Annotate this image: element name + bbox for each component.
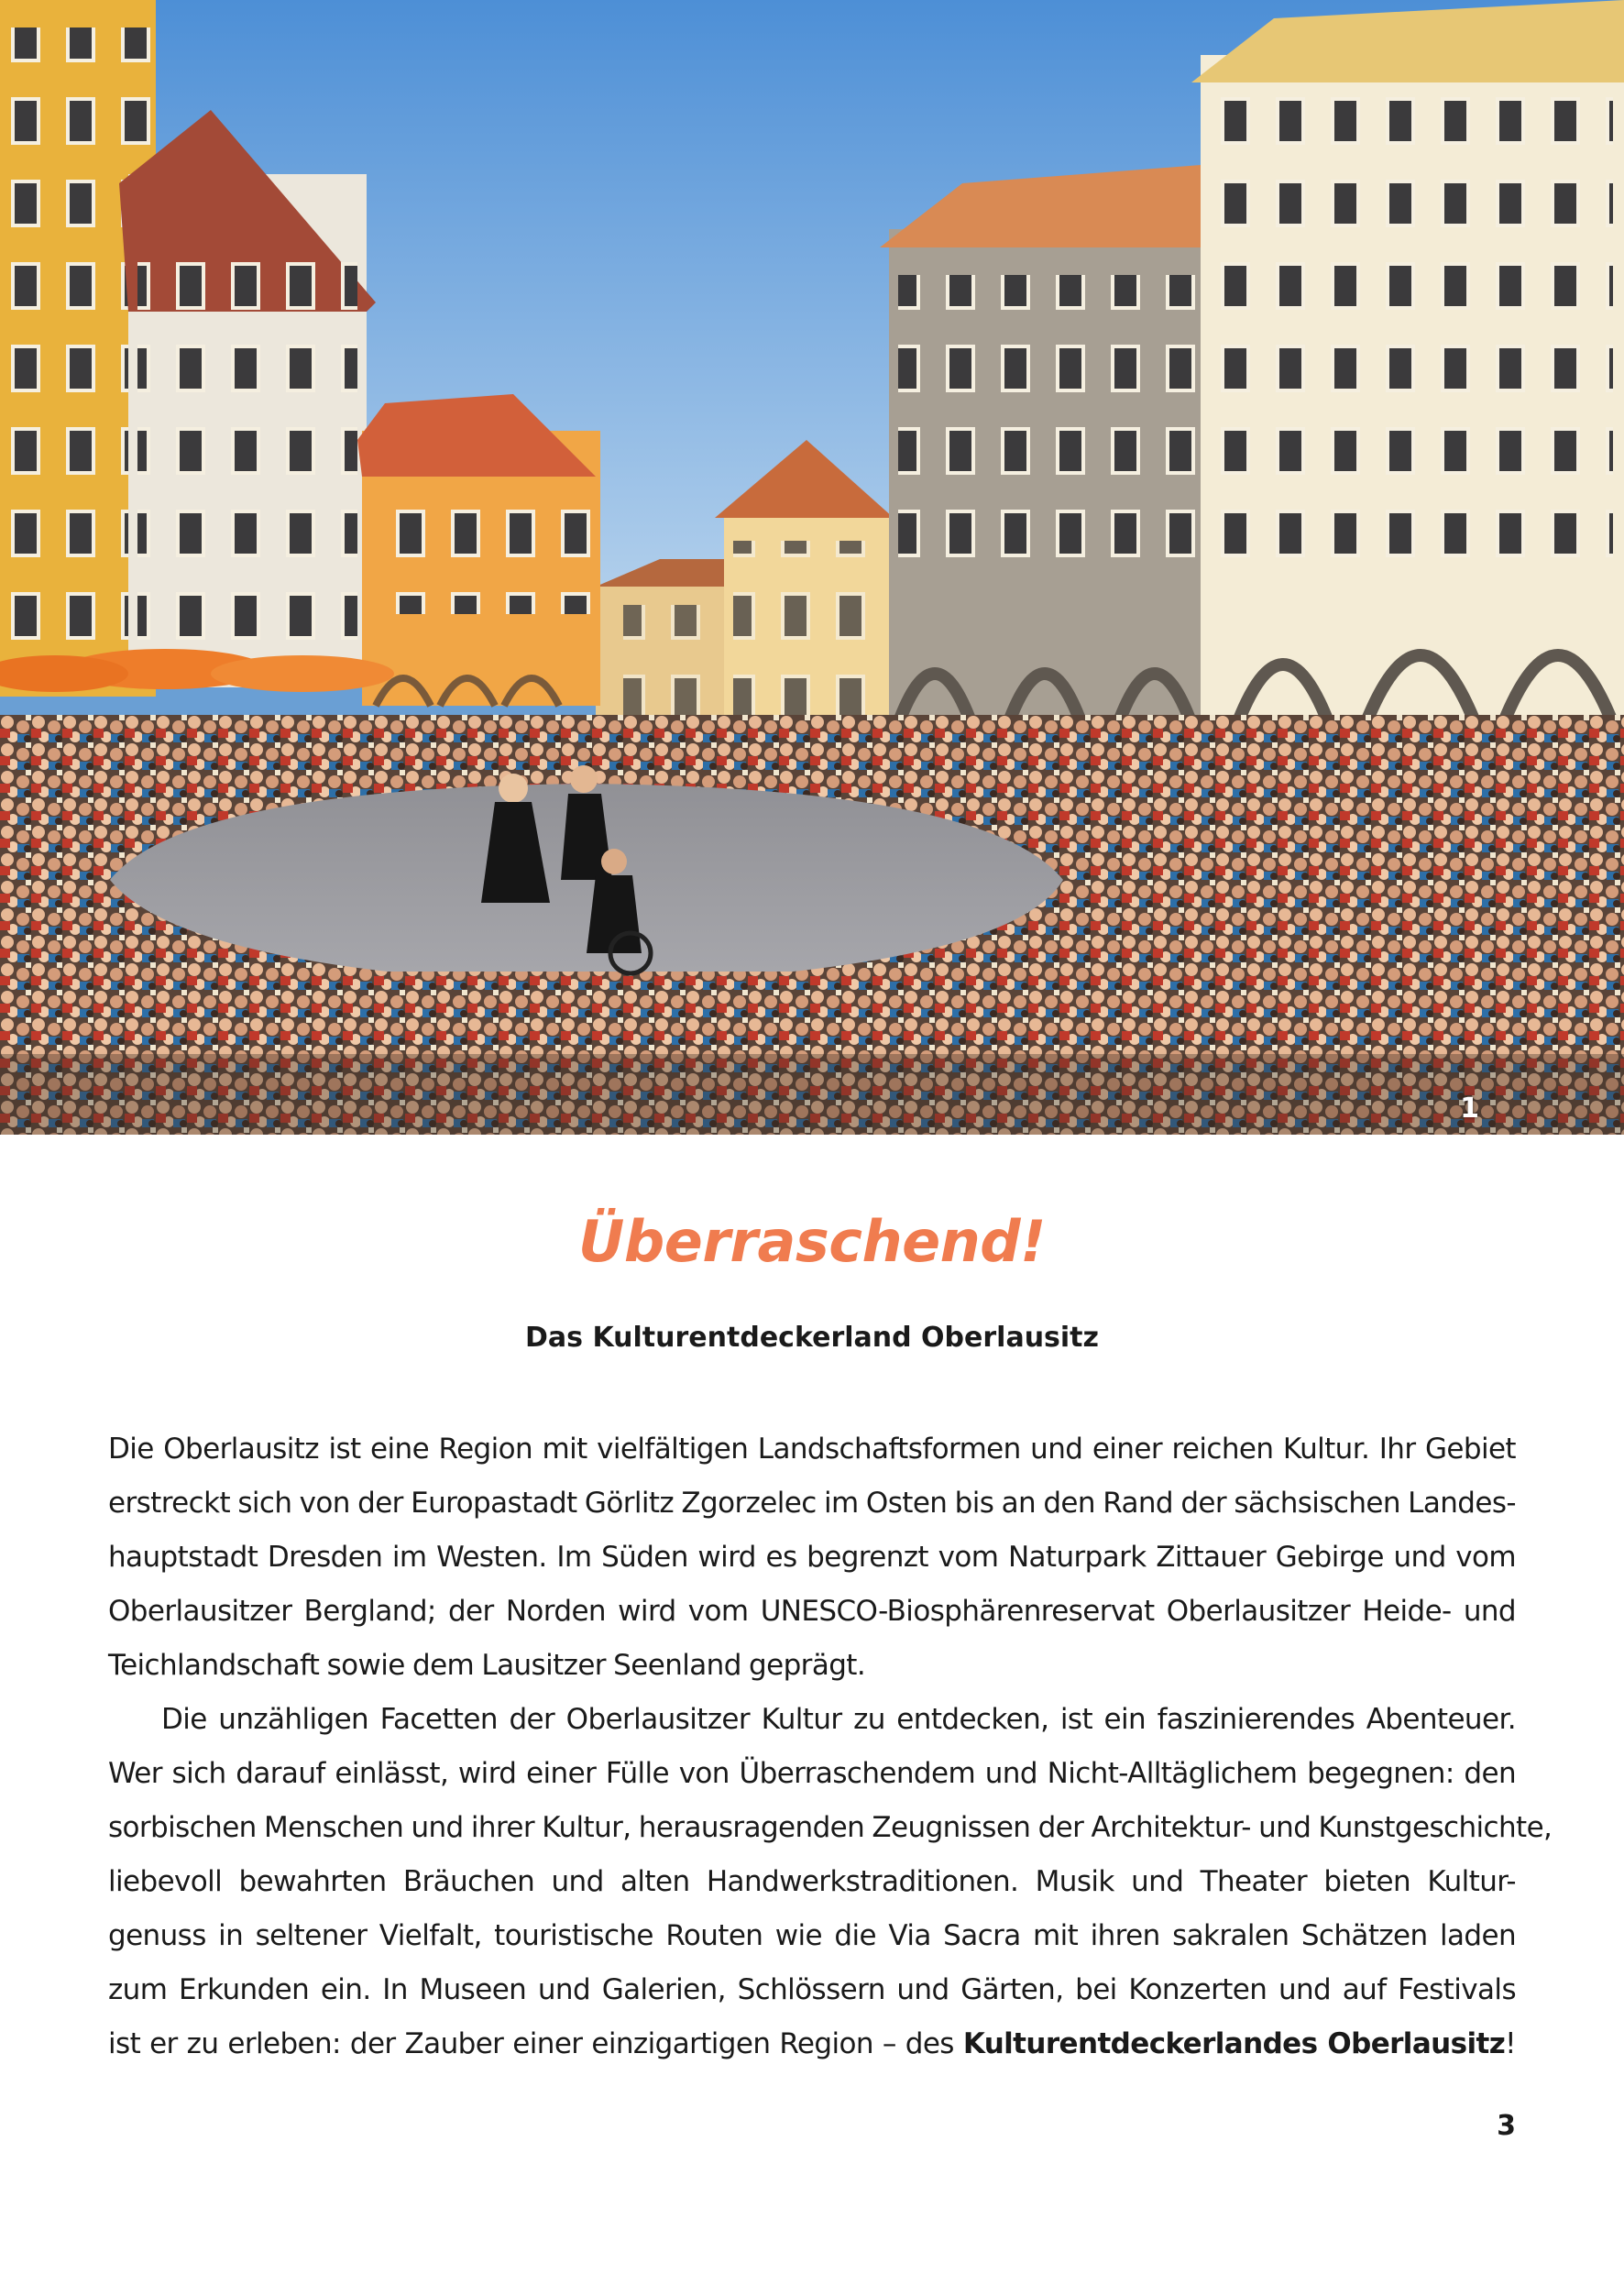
text-line: Die Oberlausitz ist eine Region mit vielfältigen Landschaftsformen und einer reichen Kultur. Ihr Gebiet — [108, 1433, 1516, 1466]
final-line-bold: Kulturentdeckerlandes Oberlausitz — [962, 2027, 1506, 2060]
text-line: erstreckt sich von der Europastadt Görlitz Zgorzelec im Osten bis an den Rand der sächsischen Landes- — [108, 1487, 1516, 1520]
text-line: Teichlandschaft sowie dem Lausitzer Seenland geprägt. — [108, 1649, 866, 1682]
page-number: 3 — [1497, 2110, 1516, 2142]
header-photo — [0, 0, 1624, 1135]
text-line-final — [108, 2017, 1516, 2071]
text-line: hauptstadt Dresden im Westen. Im Süden wird es begrenzt vom Naturpark Zittauer Gebirge und vom — [108, 1541, 1516, 1574]
text-line: Die unzähligen Facetten der Oberlausitzer Kultur zu entdecken, ist ein faszinierendes Abenteuer. — [161, 1703, 1516, 1736]
text-line: sorbischen Menschen und ihrer Kultur, herausragenden Zeugnissen der Architektur- und Kunstgeschichte, — [108, 1811, 1553, 1844]
photo-number: 1 — [1460, 1093, 1479, 1125]
page-title: Überraschend! — [578, 1208, 1046, 1275]
final-line-suffix: ! — [1505, 2027, 1516, 2060]
text-line: Oberlausitzer Bergland; der Norden wird vom UNESCO-Biosphärenreservat Oberlausitzer Heide- und — [108, 1595, 1516, 1628]
text-line: genuss in seltener Vielfalt, touristische Routen wie die Via Sacra mit ihren sakralen Schätzen laden — [108, 1919, 1516, 1952]
final-line-prefix: ist er zu erleben: der Zauber einer einzigartigen Region – des — [108, 2027, 963, 2060]
text-line: liebevoll bewahrten Bräuchen und alten Handwerkstraditionen. Musik und Theater bieten Kultur- — [108, 1865, 1516, 1898]
page-subtitle: Das Kulturentdeckerland Oberlausitz — [525, 1322, 1099, 1354]
text-line: zum Erkunden ein. In Museen und Galerien, Schlössern und Gärten, bei Konzerten und auf Festivals — [108, 1973, 1516, 2006]
photo-market-square-theatre — [0, 0, 1624, 1135]
body-text — [108, 1422, 1553, 2071]
text-line: Wer sich darauf einlässt, wird einer Fülle von Überraschendem und Nicht-Alltäglichem begegnen: den — [108, 1757, 1516, 1790]
